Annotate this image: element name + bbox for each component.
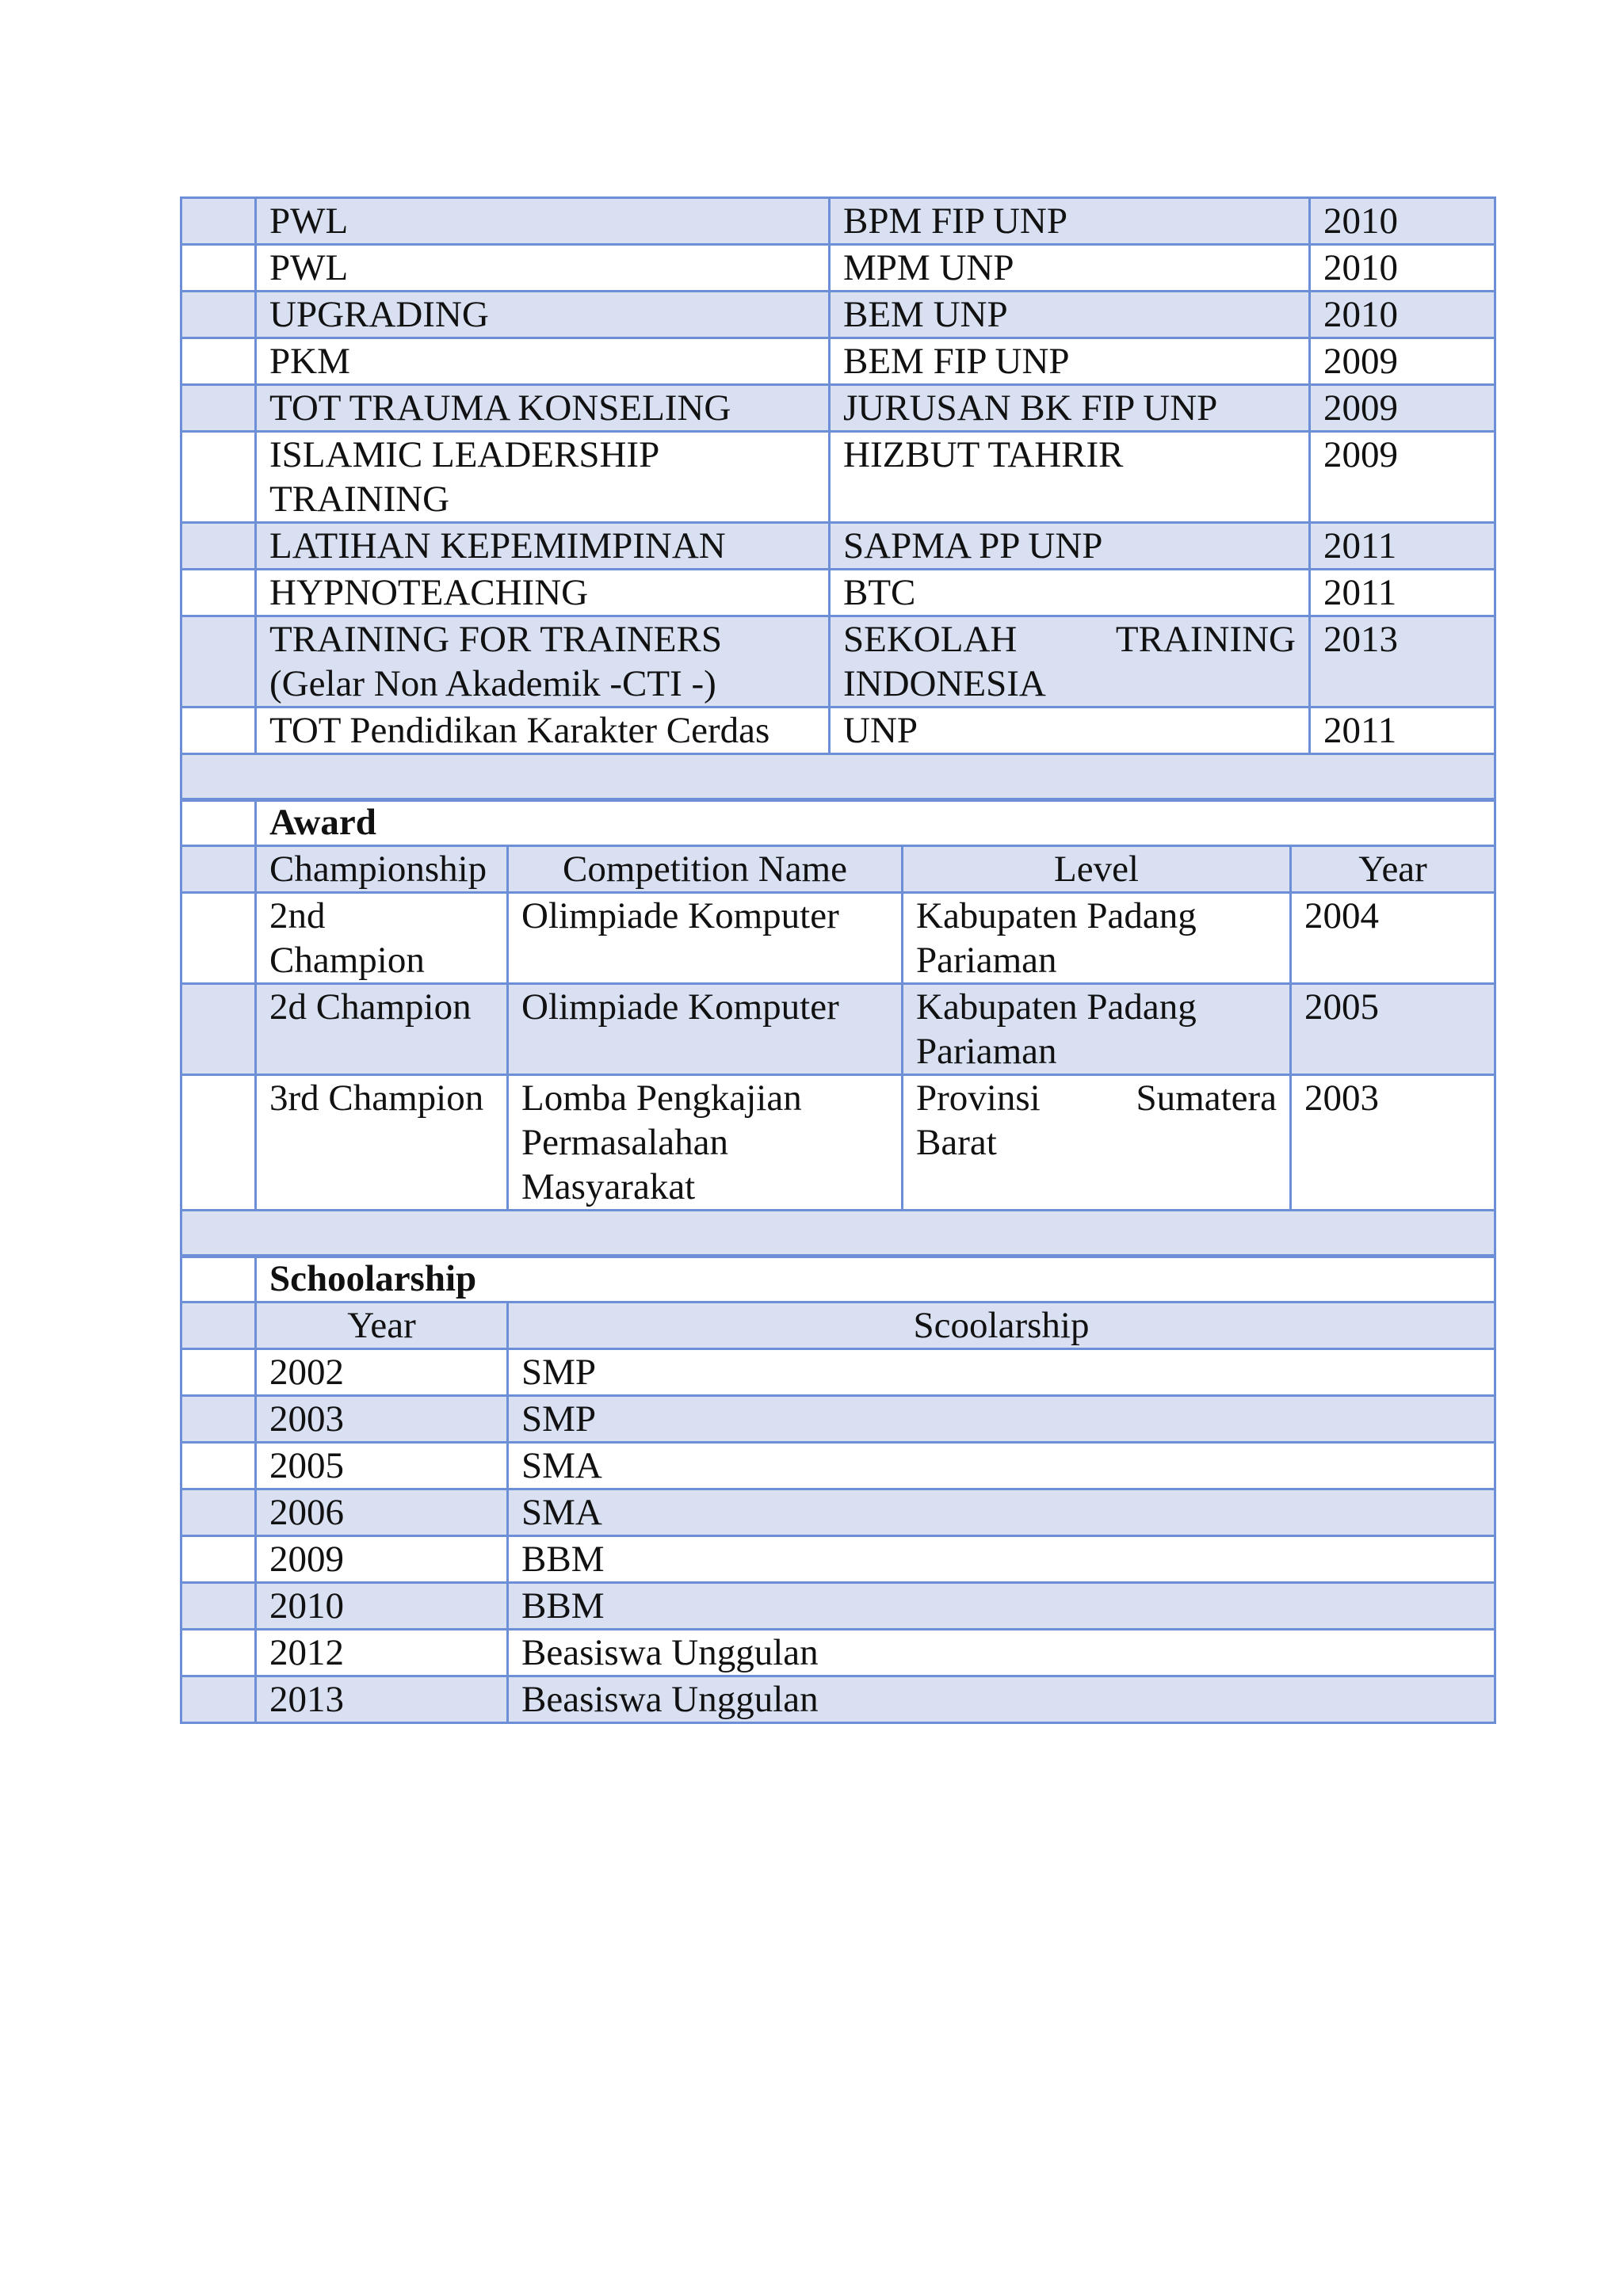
scholarship-cell: BBM — [508, 1583, 1495, 1630]
championship-line: 2nd — [269, 895, 326, 936]
table-row — [181, 338, 1495, 385]
table-row — [181, 245, 1495, 292]
training-name: HYPNOTEACHING — [256, 570, 830, 616]
year-cell: 2009 — [256, 1536, 508, 1583]
index-cell — [181, 707, 256, 754]
competition-cell: Olimpiade Komputer — [508, 984, 903, 1075]
year-cell: 2005 — [256, 1443, 508, 1489]
table-row — [181, 1583, 1495, 1630]
spacer-row — [181, 754, 1495, 801]
index-cell — [181, 1349, 256, 1396]
index-cell — [181, 1536, 256, 1583]
index-cell — [181, 1443, 256, 1489]
index-cell — [181, 1630, 256, 1676]
championship-line: Champion — [269, 940, 425, 981]
training-year: 2013 — [1310, 616, 1495, 707]
column-header: Year — [1291, 846, 1495, 893]
competition-line: Lomba Pengkajian — [521, 1077, 802, 1119]
organizer-line — [843, 617, 1296, 662]
training-organizer: BEM FIP UNP — [830, 338, 1310, 385]
organizer-line: INDONESIA — [843, 663, 1046, 704]
training-name — [256, 616, 830, 707]
column-header: Scoolarship — [508, 1302, 1495, 1349]
table-row — [181, 616, 1495, 707]
table-row — [181, 1349, 1495, 1396]
training-organizer: SAPMA PP UNP — [830, 523, 1310, 570]
index-cell — [181, 338, 256, 385]
table-row — [181, 893, 1495, 984]
spacer-cell — [181, 754, 1495, 801]
level-word: Sumatera — [1136, 1077, 1277, 1119]
year-cell: 2010 — [256, 1583, 508, 1630]
training-name: UPGRADING — [256, 292, 830, 338]
training-name: TOT Pendidikan Karakter Cerdas — [256, 707, 830, 754]
training-organizer: BPM FIP UNP — [830, 198, 1310, 245]
level-line: Pariaman — [916, 940, 1057, 981]
table-row — [181, 1536, 1495, 1583]
scholarship-cell: SMA — [508, 1443, 1495, 1489]
spacer-cell — [181, 1211, 1495, 1257]
index-cell — [181, 1396, 256, 1443]
index-cell — [181, 1583, 256, 1630]
level-line: Kabupaten Padang — [916, 895, 1197, 936]
section-title: Schoolarship — [256, 1256, 1495, 1302]
training-organizer: MPM UNP — [830, 245, 1310, 292]
training-name: LATIHAN KEPEMIMPINAN — [256, 523, 830, 570]
training-year: 2010 — [1310, 198, 1495, 245]
year-cell: 2006 — [256, 1489, 508, 1536]
section-title-row — [181, 799, 1495, 846]
table-row — [181, 1396, 1495, 1443]
table-row — [181, 984, 1495, 1075]
training-name-line: (Gelar Non Akademik -CTI -) — [269, 663, 716, 704]
award-table — [180, 798, 1496, 1258]
column-header: Championship — [256, 846, 508, 893]
index-cell — [181, 570, 256, 616]
index-cell — [181, 385, 256, 432]
training-year: 2009 — [1310, 385, 1495, 432]
training-year: 2009 — [1310, 338, 1495, 385]
scholarship-cell: Beasiswa Unggulan — [508, 1676, 1495, 1723]
competition-cell: Olimpiade Komputer — [508, 893, 903, 984]
level-line: Barat — [916, 1122, 997, 1163]
training-organizer: JURUSAN BK FIP UNP — [830, 385, 1310, 432]
organizer-word: SEKOLAH — [843, 619, 1018, 660]
scholarship-table — [180, 1254, 1496, 1724]
table-row — [181, 292, 1495, 338]
year-cell: 2003 — [1291, 1075, 1495, 1211]
index-cell — [181, 198, 256, 245]
year-cell: 2002 — [256, 1349, 508, 1396]
scholarship-cell: SMA — [508, 1489, 1495, 1536]
section-title-row — [181, 1256, 1495, 1302]
index-cell — [181, 1489, 256, 1536]
training-organizer: UNP — [830, 707, 1310, 754]
training-name-line: TRAINING — [269, 479, 450, 520]
training-year: 2011 — [1310, 523, 1495, 570]
table-row — [181, 1630, 1495, 1676]
training-year: 2011 — [1310, 570, 1495, 616]
level-cell — [903, 1075, 1291, 1211]
training-name-line: TRAINING FOR TRAINERS — [269, 619, 722, 660]
index-cell — [181, 1075, 256, 1211]
index-cell — [181, 292, 256, 338]
table-row — [181, 523, 1495, 570]
index-cell — [181, 846, 256, 893]
index-cell — [181, 984, 256, 1075]
table-row — [181, 570, 1495, 616]
spacer-row — [181, 1211, 1495, 1257]
level-word: Provinsi — [916, 1077, 1041, 1119]
level-line: Pariaman — [916, 1031, 1057, 1072]
table-row — [181, 1489, 1495, 1536]
training-organizer: BTC — [830, 570, 1310, 616]
training-year: 2011 — [1310, 707, 1495, 754]
training-name: PWL — [256, 198, 830, 245]
championship-cell: 3rd Champion — [256, 1075, 508, 1211]
header-row — [181, 1302, 1495, 1349]
index-cell — [181, 893, 256, 984]
index-cell — [181, 616, 256, 707]
index-cell — [181, 799, 256, 846]
level-cell — [903, 984, 1291, 1075]
column-header: Competition Name — [508, 846, 903, 893]
championship-cell: 2d Champion — [256, 984, 508, 1075]
training-year: 2010 — [1310, 292, 1495, 338]
competition-cell — [508, 1075, 903, 1211]
training-name: PKM — [256, 338, 830, 385]
index-cell — [181, 1256, 256, 1302]
scholarship-cell: SMP — [508, 1396, 1495, 1443]
championship-cell — [256, 893, 508, 984]
training-name: PWL — [256, 245, 830, 292]
table-row — [181, 1443, 1495, 1489]
table-row — [181, 385, 1495, 432]
training-table — [180, 196, 1496, 802]
column-header: Year — [256, 1302, 508, 1349]
training-name — [256, 432, 830, 523]
level-cell — [903, 893, 1291, 984]
table-row — [181, 432, 1495, 523]
scholarship-cell: SMP — [508, 1349, 1495, 1396]
level-line — [916, 1076, 1277, 1120]
index-cell — [181, 1302, 256, 1349]
year-cell: 2003 — [256, 1396, 508, 1443]
year-cell: 2005 — [1291, 984, 1495, 1075]
competition-line: Masyarakat — [521, 1166, 696, 1207]
index-cell — [181, 523, 256, 570]
index-cell — [181, 432, 256, 523]
year-cell: 2013 — [256, 1676, 508, 1723]
training-organizer: HIZBUT TAHRIR — [830, 432, 1310, 523]
training-name-line: ISLAMIC LEADERSHIP — [269, 434, 660, 475]
index-cell — [181, 1676, 256, 1723]
year-cell: 2004 — [1291, 893, 1495, 984]
level-line: Kabupaten Padang — [916, 986, 1197, 1028]
scholarship-cell: BBM — [508, 1536, 1495, 1583]
training-organizer — [830, 616, 1310, 707]
scholarship-cell: Beasiswa Unggulan — [508, 1630, 1495, 1676]
column-header: Level — [903, 846, 1291, 893]
index-cell — [181, 245, 256, 292]
header-row — [181, 846, 1495, 893]
training-year: 2009 — [1310, 432, 1495, 523]
training-organizer: BEM UNP — [830, 292, 1310, 338]
training-name: TOT TRAUMA KONSELING — [256, 385, 830, 432]
table-row — [181, 1075, 1495, 1211]
competition-line: Permasalahan — [521, 1122, 729, 1163]
organizer-word: TRAINING — [1115, 619, 1296, 660]
table-row — [181, 1676, 1495, 1723]
table-row — [181, 198, 1495, 245]
table-row — [181, 707, 1495, 754]
training-year: 2010 — [1310, 245, 1495, 292]
year-cell: 2012 — [256, 1630, 508, 1676]
section-title: Award — [256, 799, 1495, 846]
